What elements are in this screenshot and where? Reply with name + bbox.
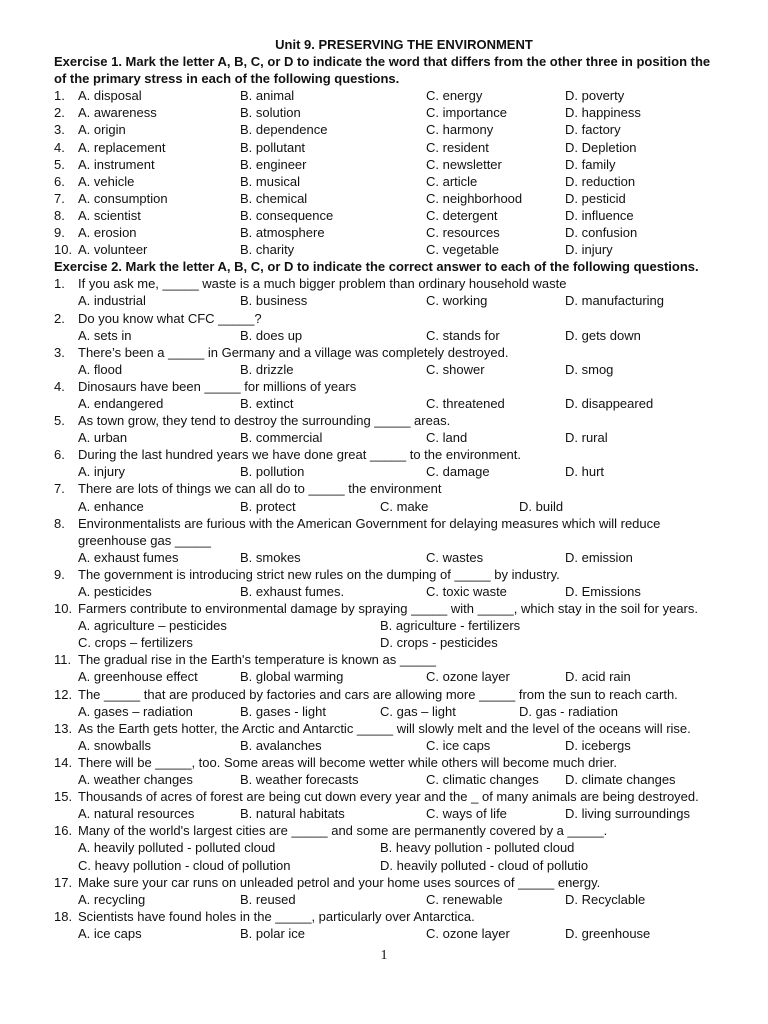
option-a: A. recycling	[78, 891, 146, 907]
option-d: D. Depletion	[565, 139, 637, 155]
option-b: B. dependence	[240, 122, 328, 138]
option-d: D. rural	[565, 430, 608, 446]
exercise-1-item: 9. A. erosion B. atmosphere C. resources D. confusion	[54, 225, 638, 241]
option-c: C. toxic waste	[426, 584, 507, 599]
option-d: D. gas - radiation	[519, 703, 618, 719]
question-stem: 5. As town grow, they tend to destroy the surrounding _____ areas.	[54, 413, 451, 429]
question-options	[54, 429, 734, 446]
question-stem: 1. If you ask me, _____ waste is a much bigger problem than ordinary household waste	[54, 276, 567, 292]
option-c: C. harmony	[426, 122, 494, 138]
option-c: C. gas – light	[380, 703, 456, 719]
option-b: B. avalanches	[240, 737, 322, 753]
option-a: A. volunteer	[78, 242, 148, 258]
option-d: D. disappeared	[565, 395, 654, 411]
option-c: C. stands for	[426, 327, 500, 343]
option-b: B. pollutant	[240, 139, 306, 155]
question-options	[54, 327, 734, 344]
option-d: D. poverty	[565, 88, 625, 104]
question-stem: 15. Thousands of acres of forest are being cut down every year and the _ of many animals are being destroyed.	[54, 789, 699, 805]
document-title: Unit 9. PRESERVING THE ENVIRONMENT	[275, 37, 533, 52]
option-c: C. shower	[426, 361, 485, 377]
option-d: D. living surroundings	[565, 806, 691, 822]
question-options	[54, 463, 734, 480]
option-b: B. protect	[240, 498, 296, 514]
question-stem: 3. There’s been a _____ in Germany and a village was completely destroyed.	[54, 344, 509, 360]
option-b: B. does up	[240, 327, 303, 343]
question-options	[54, 737, 734, 754]
exercise-1-item: 5. A. instrument B. engineer C. newsletter D. family	[54, 156, 616, 172]
option-d: D. emission	[565, 549, 633, 565]
exercise-2-instruction: Exercise 2. Mark the letter A, B, C, or D to indicate the correct answer to each of the following questions.	[54, 259, 699, 275]
option-b: B. pollution	[240, 464, 305, 480]
option-a: A. sets in	[78, 327, 132, 343]
exercise-1-list	[54, 87, 734, 258]
option-d: D. gets down	[565, 327, 641, 343]
question-stem: 7. There are lots of things we can all do to _____ the environment	[54, 481, 442, 497]
option-c: C. working	[426, 293, 488, 309]
question-stem: 14. There will be _____, too. Some areas will become wetter while others will become much drier.	[54, 754, 618, 770]
option-a: A. urban	[78, 430, 128, 446]
option-b: B. charity	[240, 242, 295, 258]
option-a: A. scientist	[78, 207, 141, 223]
option-a: A. pesticides	[78, 584, 152, 599]
question-stem: 17. Make sure your car runs on unleaded petrol and your home uses sources of _____ energy.	[54, 874, 601, 890]
question-stem: 12. The _____ that are produced by factories and cars are allowing more _____ from the sun to reach carth.	[54, 686, 678, 702]
question-stem: 16. Many of the world's largest cities are _____ and some are permanently covered by a _____.	[54, 823, 608, 839]
option-c: C. make	[380, 498, 429, 514]
question-stem: 4. Dinosaurs have been _____ for millions of years	[54, 378, 357, 394]
option-b: B. extinct	[240, 395, 294, 411]
question-options	[54, 583, 734, 600]
option-c: C. newsletter	[426, 156, 502, 172]
option-c: C. damage	[426, 464, 490, 480]
question-options	[54, 498, 734, 515]
option-b: B. commercial	[240, 430, 323, 446]
question-stem: 13. As the Earth gets hotter, the Arctic and Antarctic _____ will slowly melt and the level of the oceans will rise.	[54, 720, 691, 736]
option-a: A. awareness	[78, 105, 157, 121]
option-c: C. energy	[426, 88, 483, 104]
exercise-1-instruction-line-1: Exercise 1. Mark the letter A, B, C, or D to indicate the word that differs from the other three in position the	[54, 54, 711, 70]
option-c: C. threatened	[426, 395, 505, 411]
option-c: C. wastes	[426, 549, 484, 565]
question-options	[54, 839, 734, 856]
option-a: A. disposal	[78, 88, 142, 104]
question-options	[54, 292, 734, 309]
option-d: D. greenhouse	[565, 925, 651, 941]
question-options	[54, 925, 734, 942]
option-a: A. weather changes	[78, 772, 193, 788]
option-c: C. land	[426, 430, 468, 446]
worksheet-page	[54, 36, 734, 942]
option-a: A. endangered	[78, 395, 164, 411]
exercise-1-item: 4. A. replacement B. pollutant C. resident D. Depletion	[54, 139, 637, 155]
option-b: B. solution	[240, 105, 301, 121]
option-d: D. icebergs	[565, 737, 631, 753]
option-b: B. exhaust fumes.	[240, 584, 345, 599]
exercise-2-list	[54, 275, 734, 942]
option-c: C. detergent	[426, 207, 498, 223]
option-d: D. build	[519, 498, 564, 514]
exercise-1-item: 7. A. consumption B. chemical C. neighborhood D. pesticid	[54, 190, 626, 206]
exercise-1-item: 8. A. scientist B. consequence C. detergent D. influence	[54, 207, 634, 223]
exercise-1-item: 10. A. volunteer B. charity C. vegetable D. injury	[54, 242, 613, 258]
option-c: C. renewable	[426, 891, 503, 907]
option-d: D. pesticid	[565, 190, 626, 206]
option-b: B. natural habitats	[240, 806, 345, 822]
option-d: D. Emissions	[565, 584, 641, 599]
option-c: C. ozone layer	[426, 669, 510, 685]
option-c: C. article	[426, 173, 478, 189]
option-d: D. influence	[565, 207, 634, 223]
question-options	[54, 668, 734, 685]
question-options	[54, 805, 734, 822]
option-a: A. heavily polluted - polluted cloud	[78, 840, 276, 856]
question-options	[54, 703, 734, 720]
option-a: A. flood	[78, 361, 123, 377]
option-d: D. acid rain	[565, 669, 631, 685]
page-number: 1	[380, 948, 388, 963]
question-options	[54, 549, 734, 566]
option-c: C. crops – fertilizers	[78, 635, 193, 651]
option-c: C. ozone layer	[426, 925, 510, 941]
question-options	[54, 617, 734, 634]
question-stem: 10. Farmers contribute to environmental damage by spraying _____ with _____, which stay in the soil for years.	[54, 601, 698, 617]
option-a: A. ice caps	[78, 925, 142, 941]
option-b: B. engineer	[240, 156, 307, 172]
option-a: A. gases – radiation	[78, 703, 193, 719]
option-b: B. musical	[240, 173, 300, 189]
option-a: A. greenhouse effect	[78, 669, 198, 685]
exercise-1-instruction	[54, 53, 734, 87]
option-c: C. neighborhood	[426, 190, 523, 206]
option-a: A. enhance	[78, 498, 144, 514]
question-options	[54, 857, 734, 874]
question-options	[54, 395, 734, 412]
question-stem: 18. Scientists have found holes in the _____, particularly over Antarctica.	[54, 908, 475, 924]
option-b: B. smokes	[240, 549, 301, 565]
option-d: D. crops - pesticides	[380, 635, 498, 651]
question-options	[54, 634, 734, 651]
option-c: C. resources	[426, 225, 500, 241]
option-b: B. chemical	[240, 190, 308, 206]
question-stem: 6. During the last hundred years we have done great _____ to the environment.	[54, 447, 522, 463]
option-b: B. atmosphere	[240, 225, 325, 241]
question-options	[54, 361, 734, 378]
option-c: C. vegetable	[426, 242, 499, 258]
option-d: D. happiness	[565, 105, 641, 121]
option-a: A. origin	[78, 122, 126, 138]
option-b: B. agriculture - fertilizers	[380, 618, 521, 634]
option-a: A. snowballs	[78, 737, 151, 753]
option-a: A. instrument	[78, 156, 155, 172]
option-d: D. reduction	[565, 173, 636, 189]
option-b: B. weather forecasts	[240, 772, 359, 788]
option-a: A. replacement	[78, 139, 166, 155]
option-d: D. confusion	[565, 225, 638, 241]
option-d: D. heavily polluted - cloud of pollutio	[380, 857, 589, 873]
option-d: D. manufacturing	[565, 293, 664, 309]
option-d: D. climate changes	[565, 772, 676, 788]
option-c: C. importance	[426, 105, 507, 121]
option-b: B. global warming	[240, 669, 344, 685]
option-c: C. resident	[426, 139, 489, 155]
option-a: A. erosion	[78, 225, 137, 241]
option-d: D. hurt	[565, 464, 605, 480]
option-a: A. natural resources	[78, 806, 195, 822]
question-stem-continued: greenhouse gas _____	[78, 532, 212, 548]
option-a: A. industrial	[78, 293, 146, 309]
option-a: A. consumption	[78, 190, 168, 206]
question-stem: 2. Do you know what CFC _____?	[54, 310, 262, 326]
exercise-1-item: 3. A. origin B. dependence C. harmony D. factory	[54, 122, 621, 138]
option-d: D. factory	[565, 122, 621, 138]
option-b: B. gases - light	[240, 703, 326, 719]
option-b: B. drizzle	[240, 361, 294, 377]
option-a: A. injury	[78, 464, 125, 480]
option-c: C. heavy pollution - cloud of pollution	[78, 857, 291, 873]
exercise-1-instruction-line-2: of the primary stress in each of the following questions.	[54, 71, 400, 87]
option-d: D. injury	[565, 242, 613, 258]
option-b: B. animal	[240, 88, 295, 104]
option-a: A. agriculture – pesticides	[78, 618, 227, 634]
option-c: C. ways of life	[426, 806, 507, 822]
exercise-1-item: 1. A. disposal B. animal C. energy D. poverty	[54, 88, 625, 104]
exercise-1-item: 2. A. awareness B. solution C. importance D. happiness	[54, 105, 641, 121]
question-stem: 8. Environmentalists are furious with the American Government for delaying measures which will reduce	[54, 515, 661, 531]
option-d: D. Recyclable	[565, 891, 646, 907]
option-a: A. exhaust fumes	[78, 549, 179, 565]
option-a: A. vehicle	[78, 173, 135, 189]
question-stem: 9. The government is introducing strict new rules on the dumping of _____ by industry.	[54, 566, 560, 582]
option-d: D. family	[565, 156, 616, 172]
option-b: B. polar ice	[240, 925, 306, 941]
option-b: B. reused	[240, 891, 296, 907]
option-b: B. consequence	[240, 207, 334, 223]
question-options	[54, 891, 734, 908]
option-d: D. smog	[565, 361, 614, 377]
option-c: C. climatic changes	[426, 772, 539, 788]
question-stem: 11. The gradual rise in the Earth's temperature is known as _____	[54, 652, 437, 668]
option-b: B. heavy pollution - polluted cloud	[380, 840, 575, 856]
option-b: B. business	[240, 293, 308, 309]
question-options	[54, 771, 734, 788]
exercise-1-item: 6. A. vehicle B. musical C. article D. reduction	[54, 173, 636, 189]
option-c: C. ice caps	[426, 737, 491, 753]
